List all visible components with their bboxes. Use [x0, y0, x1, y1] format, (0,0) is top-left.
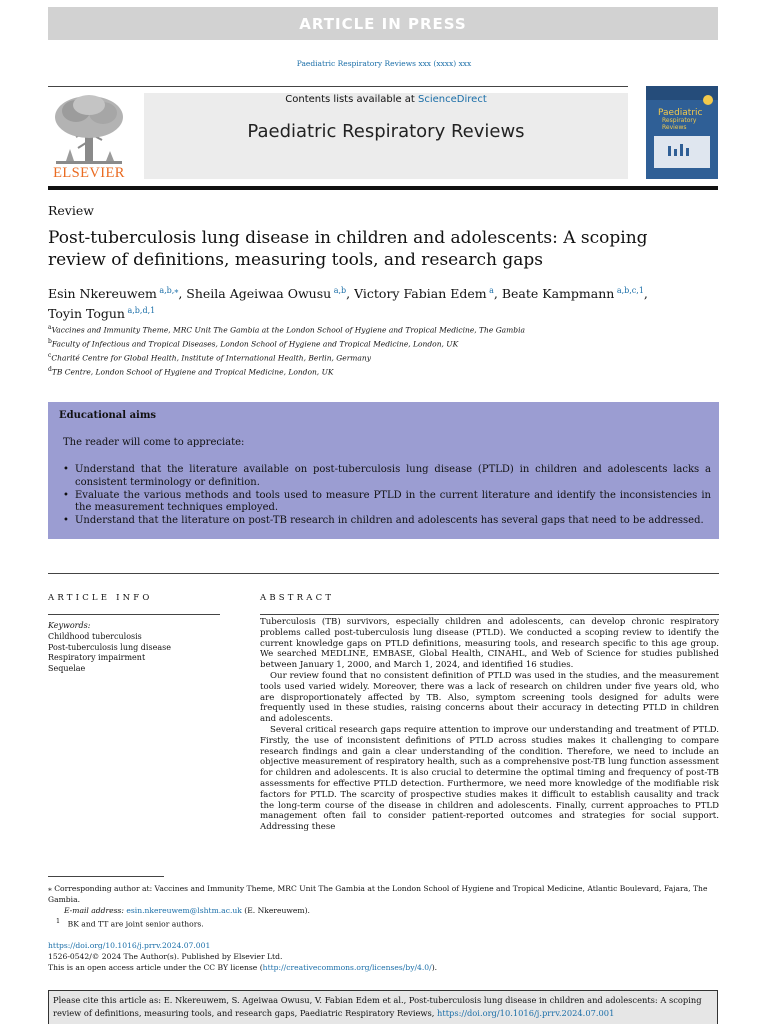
- license-prefix: This is an open access article under the CC BY license (: [48, 962, 263, 972]
- affiliation-item: [48, 364, 718, 378]
- cover-title-line1: Paediatric: [658, 108, 703, 118]
- cover-title-line2: Respiratory Reviews: [662, 117, 697, 131]
- journal-header: [144, 93, 628, 179]
- contents-prefix: Contents lists available at: [285, 94, 419, 105]
- footnote-mark: 1: [56, 918, 61, 925]
- affiliation-list: [48, 322, 718, 378]
- article-in-press-banner: ARTICLE IN PRESS: [48, 7, 718, 40]
- educational-aims-list: [63, 464, 711, 528]
- affiliation-key: d: [48, 366, 52, 373]
- email-suffix: (E. Nkereuwem).: [241, 906, 310, 915]
- footnote-rule: [48, 876, 164, 877]
- author-separator: ,: [178, 286, 187, 302]
- author-affiliation-marks[interactable]: a,b,d,1: [127, 306, 156, 316]
- author-affiliation-marks[interactable]: a,b,⁎: [159, 286, 179, 295]
- author-list: [48, 282, 718, 322]
- bullet-icon: •: [63, 515, 69, 527]
- abstract-rule: [260, 614, 719, 615]
- author-name[interactable]: Victory Fabian Edem: [354, 286, 487, 302]
- article-type: Review: [48, 203, 94, 218]
- sciencedirect-link[interactable]: ScienceDirect: [418, 94, 487, 105]
- abstract-paragraph: Tuberculosis (TB) survivors, especially children and adolescents, can develop chronic respiratory problems called post-tuberculosis lung disease (PTLD). We conducted a scoping review to identify the current knowledge gaps on PTLD definitions, measuring tools, and research specific to this age group. We searched MEDLINE, EMBASE, Global Health, CINAHL, and Web of Science for studies published between January 1, 2000, and March 1, 2024, and identified 16 studies.: [260, 617, 719, 671]
- keyword: Sequelae: [48, 664, 86, 674]
- cite-this-article-box: [48, 990, 718, 1024]
- header-thick-rule: [48, 186, 718, 190]
- abstract-body: [260, 617, 719, 833]
- abstract-paragraph: Our review found that no consistent definition of PTLD was used in the studies, and the measurement tools used varied widely. Moreover, there was a lack of research on children under five years old, who are disproportionately affected by TB. Also, symptom screening tools designed for adults were frequently used in these studies, raising concerns about their accuracy in detecting PTLD in children and adolescents.: [260, 670, 719, 725]
- doi-link[interactable]: https://doi.org/10.1016/j.prrv.2024.07.001: [48, 941, 211, 950]
- keyword: Childhood tuberculosis: [48, 631, 142, 641]
- issn-copyright: 1526-0542/© 2024 The Author(s). Published by Elsevier Ltd.: [48, 951, 283, 961]
- educational-aims-box: [48, 402, 719, 539]
- author-name[interactable]: Sheila Ageiwaa Owusu: [186, 286, 332, 302]
- article-info-heading: ARTICLE INFO: [48, 593, 153, 603]
- aims-item-text: Understand that the literature available on post-tuberculosis lung disease (PTLD) in children and adolescents lacks a consistent terminology or definition.: [75, 464, 711, 488]
- abstract-heading: ABSTRACT: [260, 593, 335, 603]
- affiliation-key: c: [48, 352, 52, 359]
- section-rule: [48, 573, 719, 574]
- journal-citation-link[interactable]: Paediatric Respiratory Reviews xxx (xxxx) xxx: [296, 59, 472, 68]
- author-affiliation-marks[interactable]: a: [489, 286, 494, 295]
- keyword: Respiratory impairment: [48, 653, 146, 663]
- license-suffix: ).: [431, 962, 438, 972]
- footnotes: [48, 883, 719, 930]
- affiliation-item: [48, 322, 718, 336]
- journal-title: Paediatric Respiratory Reviews: [247, 121, 525, 142]
- author-separator: ,: [346, 286, 355, 302]
- affiliation-key: a: [48, 324, 52, 331]
- doi-license-block: [48, 941, 719, 973]
- contents-availability: [144, 94, 628, 105]
- license-line: [48, 963, 719, 974]
- cite-doi-link[interactable]: https://doi.org/10.1016/j.prrv.2024.07.001: [437, 1007, 615, 1018]
- aims-item-text: Understand that the literature on post-TB research in children and adolescents has several gaps that need to be addressed.: [75, 515, 704, 527]
- aims-list-item: [63, 490, 711, 516]
- cover-art: [646, 86, 718, 179]
- aims-list-item: [63, 515, 711, 528]
- email-link[interactable]: esin.nkereuwem@lshtm.ac.uk: [126, 906, 242, 915]
- affiliation-text: TB Centre, London School of Hygiene and Tropical Medicine, London, UK: [51, 367, 334, 377]
- elsevier-wordmark: ELSEVIER: [53, 165, 125, 181]
- author-name[interactable]: Beate Kampmann: [501, 286, 615, 302]
- bullet-icon: •: [63, 489, 69, 501]
- keyword: Post-tuberculosis lung disease: [48, 642, 171, 652]
- cite-text: Please cite this article as: E. Nkereuwem, S. Ageiwaa Owusu, V. Fabian Edem et al., Post-tuberculosis lung disease in children and adolescents: A scoping review of definitions, measuring tools, and research gaps, Paediatric Respiratory Reviews,: [53, 995, 702, 1018]
- elsevier-tree-icon: [48, 93, 130, 165]
- author-separator: ,: [643, 286, 648, 302]
- educational-aims-heading: Educational aims: [59, 410, 157, 421]
- joint-authors-note: [48, 916, 719, 930]
- keywords-block: [48, 621, 248, 675]
- author-affiliation-marks[interactable]: a,b,c,1: [616, 286, 644, 295]
- affiliation-text: Vaccines and Immunity Theme, MRC Unit The Gambia at the London School of Hygiene and Tropical Medicine, The Gambia: [51, 325, 525, 335]
- corresponding-author-note: ⁎ Corresponding author at: Vaccines and Immunity Theme, MRC Unit The Gambia at the London School of Hygiene and Tropical Medicine, Atlantic Boulevard, Fajara, The Gambia.: [48, 884, 708, 904]
- author-name[interactable]: Esin Nkereuwem: [48, 286, 157, 302]
- educational-aims-intro: The reader will come to appreciate:: [63, 437, 245, 448]
- aims-list-item: [63, 464, 711, 490]
- aims-item-text: Evaluate the various methods and tools used to measure PTLD in the current literature and identify the inconsistencies in the measurement techniques employed.: [75, 489, 711, 514]
- affiliation-item: [48, 350, 718, 364]
- keywords-label: Keywords:: [48, 621, 91, 630]
- license-link[interactable]: http://creativecommons.org/licenses/by/4.0/: [262, 962, 432, 972]
- journal-cover-image[interactable]: [646, 86, 718, 179]
- elsevier-logo[interactable]: [48, 93, 140, 183]
- article-info-rule: [48, 614, 220, 615]
- header-rule: [48, 86, 628, 87]
- email-label: E-mail address:: [64, 906, 127, 915]
- affiliation-text: Faculty of Infectious and Tropical Diseases, London School of Hygiene and Tropical Medicine, London, UK: [51, 339, 459, 349]
- author-separator: ,: [493, 286, 502, 302]
- affiliation-item: [48, 336, 718, 350]
- bullet-icon: •: [63, 464, 69, 475]
- abstract-paragraph: Several critical research gaps require attention to improve our understanding and treatment of PTLD. Firstly, the use of inconsistent definitions of PTLD across studies makes it challenging to compare research findings and gain a clear understanding of the condition. Therefore, we need to include an objective measurement of respiratory health, such as a comprehensive post-TB lung function assessment for children and adolescents. It is also crucial to determine the optimal timing and frequency of post-TB assessments for effective PTLD detection. Furthermore, we need more knowledge of the modifiable risk factors for PTLD. The scarcity of prospective studies makes it difficult to establish causality and track the long-term course of the disease in children and adolescents. Finally, current approaches to PTLD management often fail to consider patient-reported outcomes and strategies for social support. Addressing these: [260, 724, 719, 833]
- article-title: Post-tuberculosis lung disease in children and adolescents: A scoping review of definitions, measuring tools, and research gaps: [48, 228, 648, 270]
- email-line: [48, 905, 719, 916]
- author-name[interactable]: Toyin Togun: [48, 306, 125, 322]
- affiliation-key: b: [48, 338, 52, 345]
- author-affiliation-marks[interactable]: a,b: [333, 286, 347, 295]
- affiliation-text: Charité Centre for Global Health, Institute of International Health, Berlin, Germany: [51, 353, 371, 363]
- joint-authors-text: BK and TT are joint senior authors.: [67, 919, 204, 929]
